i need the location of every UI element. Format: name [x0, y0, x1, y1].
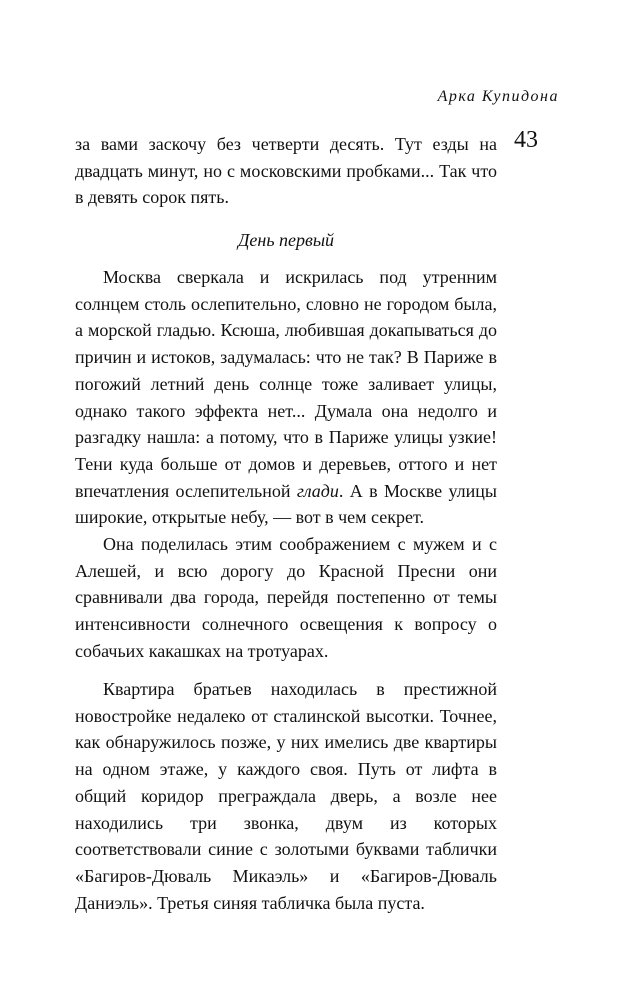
- continuation-text: [75, 131, 497, 211]
- paragraph: [75, 264, 497, 531]
- paragraph: Квартира братьев находилась в престижной новостройке недалеко от сталинской высотки. Точнее, как обнаружилось позже, у них имелись две квартиры на одном этаже, у каждого своя. Путь от лифта в общий коридор преграждала дверь, а возле нее находились три звонка, двум из которых соответствовали синие с золотыми буквами таблички «Багиров-Дюваль Микаэль» и «Багиров-Дюваль Даниэль». Третья синяя табличка была пуста.: [75, 679, 497, 913]
- paragraph-text: . А в Москве улицы широкие, открытые небу, — вот в чем секрет.: [75, 480, 498, 528]
- emphasis-word: глади: [296, 480, 339, 501]
- paragraph: за вами заскочу без четверти десять. Тут езды на двадцать минут, но с московскими пробками... Так что в девять сорок пять.: [75, 134, 497, 208]
- chapter-title: День первый: [237, 230, 335, 250]
- page-number: 43: [514, 127, 538, 153]
- running-title: Арка Купидона: [437, 88, 559, 105]
- section-two: [75, 676, 497, 916]
- paragraph-text: Москва сверкала и искрилась под утренним солнцем столь ослепительно, словно не городом была, а морской гладью. Ксюша, любившая докапываться до причин и истоков, задумалась: что не так? В Париже в погожий летний день солнце тоже заливает улицы, однако такого эффекта нет... Думала она недолго и разгадку нашла: а потому, что в Париже улицы узкие! Тени куда больше от домов и деревьев, оттого и нет впечатления ослепительной: [75, 267, 497, 501]
- paragraph: Она поделилась этим соображением с мужем и с Алешей, и всю дорогу до Красной Пресни они сравнивали два города, перейдя постепенно от темы интенсивности солнечного освещения к вопросу о собачьих какашках на тротуарах.: [75, 534, 497, 661]
- section-one: [75, 264, 497, 665]
